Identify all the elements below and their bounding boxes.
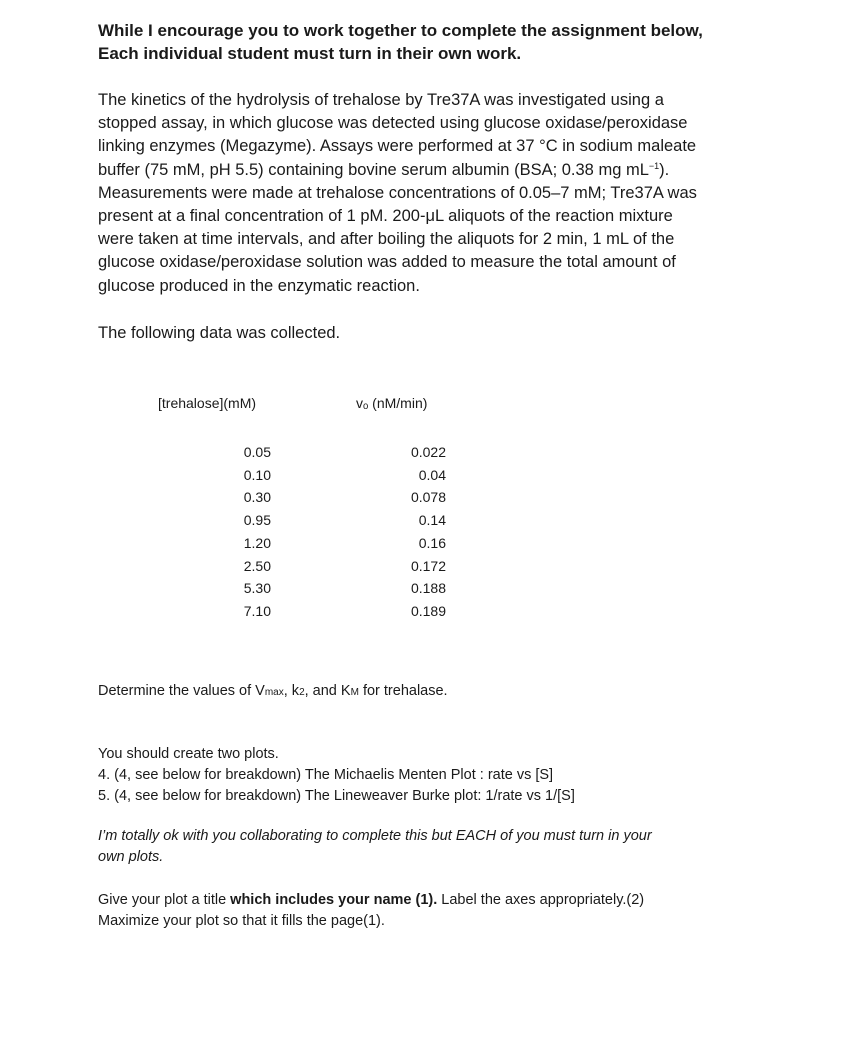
header-rate: vₒ (nM/min) <box>356 395 428 411</box>
substrate-cell: 1.20 <box>243 534 271 551</box>
rate-cell: 0.188 <box>410 580 446 597</box>
grading-instructions <box>98 890 644 932</box>
collab-line: I’m totally ok with you collaborating to complete this but EACH of you must turn in your <box>98 828 652 844</box>
para-line: glucose produced in the enzymatic reaction. <box>98 276 420 295</box>
plots-line: 5. (4, see below for breakdown) The Lineweaver Burke plot: 1/rate vs 1/[S] <box>98 788 575 804</box>
rate-cell: 0.189 <box>410 602 446 619</box>
rate-cell: 0.022 <box>410 444 446 460</box>
substrate-cell: 0.30 <box>243 489 271 506</box>
k2-subscript: 2 <box>299 687 305 698</box>
give-line-1: Give your plot a title which includes your name (1). Label the axes appropriately.(2) <box>98 892 645 908</box>
superscript-minus-one: −1 <box>648 160 660 171</box>
para-line: stopped assay, in which glucose was detected using glucose oxidase/peroxidase <box>98 114 688 133</box>
plot-instructions <box>98 744 575 807</box>
substrate-cell: 0.05 <box>243 444 271 460</box>
rate-column <box>388 441 446 623</box>
km-subscript: M <box>350 687 359 698</box>
rate-cell: 0.16 <box>418 534 446 551</box>
assay-description <box>98 89 697 298</box>
para-line: glucose oxidase/peroxidase solution was added to measure the total amount of <box>98 253 676 272</box>
para-line: linking enzymes (Megazyme). Assays were performed at 37 °C in sodium maleate <box>98 137 697 156</box>
collaboration-note <box>98 826 652 868</box>
para-line: were taken at time intervals, and after boiling the aliquots for 2 min, 1 mL of the <box>98 230 675 249</box>
rate-cell: 0.04 <box>418 466 446 483</box>
data-lead-text: The following data was collected. <box>98 324 341 342</box>
para-line: present at a final concentration of 1 pM. 200-μL aliquots of the reaction mixture <box>98 207 673 226</box>
intro-notice <box>98 19 703 65</box>
substrate-cell: 0.10 <box>243 466 271 483</box>
plots-line: You should create two plots. <box>98 746 279 762</box>
name-requirement: which includes your name (1). <box>230 892 438 908</box>
substrate-cell: 5.30 <box>243 580 271 597</box>
substrate-column <box>218 441 271 623</box>
para-line: The kinetics of the hydrolysis of trehalose by Tre37A was investigated using a <box>98 91 664 109</box>
substrate-cell: 7.10 <box>243 602 271 619</box>
collab-line: own plots. <box>98 849 164 865</box>
header-substrate: [trehalose](mM) <box>158 395 257 411</box>
substrate-cell: 2.50 <box>243 557 271 574</box>
para-line: buffer (75 mM, pH 5.5) containing bovine serum albumin (BSA; 0.38 mg $mL^{-1}$). <box>98 160 670 179</box>
intro-line-1: While I encourage you to work together to complete the assignment below, <box>98 21 703 40</box>
substrate-cell: 0.95 <box>243 512 271 529</box>
give-line-2: Maximize your plot so that it fills the page(1). <box>98 913 385 929</box>
intro-line-2: Each individual student must turn in their own work. <box>98 44 522 63</box>
rate-cell: 0.172 <box>410 557 446 574</box>
vmax-subscript: max <box>264 687 284 698</box>
rate-cell: 0.14 <box>418 512 446 529</box>
rate-cell: 0.078 <box>410 489 446 506</box>
para-line: Measurements were made at trehalose concentrations of 0.05–7 mM; Tre37A was <box>98 183 697 202</box>
question-text: Determine the values of Vmax, k2, and KM for trehalase. <box>98 683 448 699</box>
plots-line: 4. (4, see below for breakdown) The Michaelis Menten Plot : rate vs [S] <box>98 767 554 783</box>
